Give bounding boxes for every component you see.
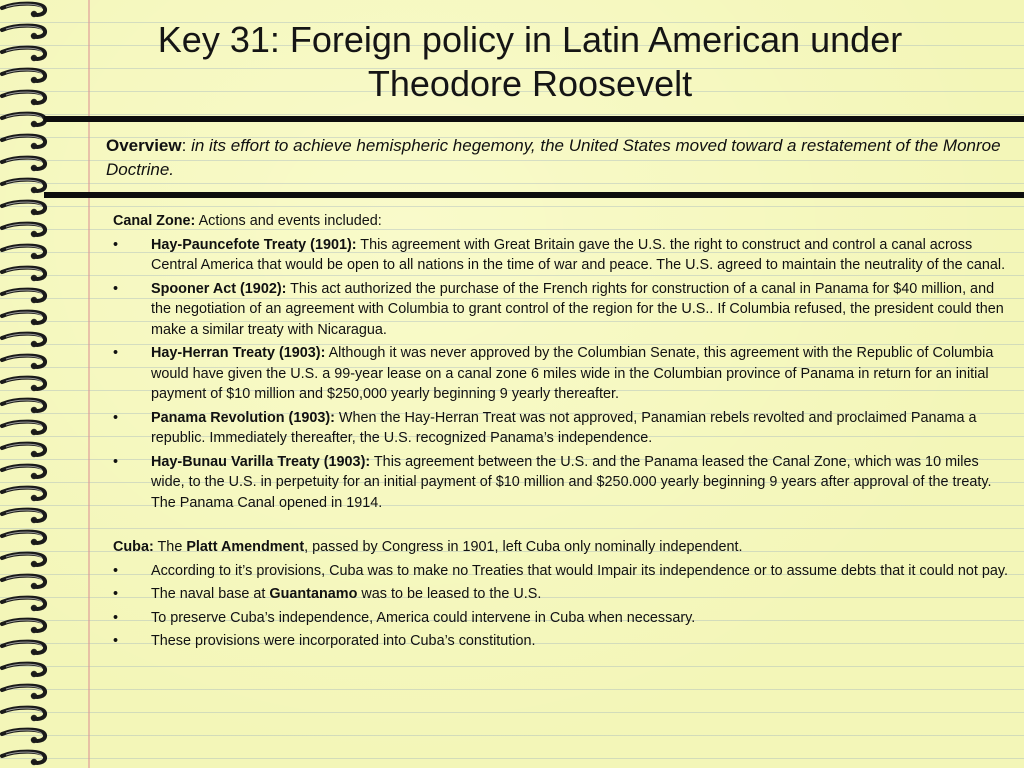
overview-label: Overview — [106, 136, 182, 155]
bullet-icon: • — [113, 453, 119, 470]
cuba-label: Cuba: — [113, 539, 154, 555]
item-label: Spooner Act (1902): — [151, 280, 287, 297]
list-item — [113, 584, 1013, 605]
canal-zone-intro: Actions and events included: — [195, 213, 382, 229]
item-text: Although it was never approved by the Columbian Senate, this agreement with the Republic of Columbia would have given the U.S. a 99-year lease on a canal zone 6 miles wide in the Columbian province of Panama in return for an initial payment of $10 million and $250,000 yearly beginning 9 yearly thereafter. — [151, 345, 994, 402]
item-label: Hay-Pauncefote Treaty (1901): — [151, 236, 357, 253]
item-text: When the Hay-Herran Treat was not approved, Panamian rebels revolted and proclaimed Panama a republic. Immediately thereafter, the U.S. recognized Panama’s independence. — [151, 409, 977, 446]
main-content — [113, 211, 1013, 655]
bullet-icon: • — [113, 345, 119, 361]
list-item — [113, 235, 1013, 276]
overview-paragraph — [106, 134, 1024, 182]
item-text: To preserve Cuba’s independence, America could intervene in Cuba when necessary. — [151, 609, 696, 626]
overview-text: in its effort to achieve hemispheric hegemony, the United States moved toward a restatement of the Monroe Doctrine. — [106, 136, 1001, 179]
bullet-icon: • — [113, 409, 119, 426]
list-item — [113, 452, 1013, 514]
divider-bottom — [44, 192, 1024, 198]
bullet-icon: • — [113, 236, 119, 253]
bullet-icon: • — [113, 633, 119, 649]
item-text: This agreement with Great Britain gave the U.S. the right to construct and control a canal across Central America that would be open to all nations in the time of war and peace. The U.S. agreed to maintain the neutrality of the canal. — [151, 236, 1006, 273]
item-text: According to it’s provisions, Cuba was to make no Treaties that would Impair its independence or to assume debts that it could not pay. — [151, 562, 1008, 579]
canal-zone-heading — [113, 211, 1013, 232]
item-text: These provisions were incorporated into Cuba’s constitution. — [151, 633, 536, 649]
platt-amendment-label: Platt Amendment — [186, 539, 305, 555]
list-item — [113, 408, 1013, 449]
cuba-heading — [113, 537, 1013, 558]
item-label: Hay-Bunau Varilla Treaty (1903): — [151, 453, 371, 470]
bullet-icon: • — [113, 280, 119, 297]
canal-zone-list — [113, 235, 1013, 514]
page-title: Key 31: Foreign policy in Latin American under Theodore Roosevelt — [157, 19, 903, 104]
list-item — [113, 608, 1013, 629]
divider-top — [44, 116, 1024, 122]
item-label: Hay-Herran Treaty (1903): — [151, 345, 326, 361]
cuba-intro-post: , passed by Congress in 1901, left Cuba only nominally independent. — [304, 539, 743, 555]
bullet-icon: • — [113, 586, 119, 602]
item-text-pre: The naval base at — [151, 586, 270, 602]
list-item — [113, 631, 1013, 652]
guantanamo-label: Guantanamo — [269, 586, 358, 602]
item-text: This agreement between the U.S. and the Panama leased the Canal Zone, which was 10 miles wide, to the U.S. in perpetuity for an initial payment of $10 million and $250.000 yearly beginning 9 years after approval of the treaty. The Panama Canal opened in 1914. — [151, 453, 992, 511]
list-item — [113, 343, 1013, 405]
bullet-icon: • — [113, 562, 119, 579]
item-text: This act authorized the purchase of the French rights for construction of a canal in Panama for $40 million, and the negotiation of an agreement with Columbia to grant control of the region for the U.S.. If Columbia refused, the president could then make a similar treaty with Nicaragua. — [151, 280, 1004, 338]
cuba-list — [113, 561, 1013, 652]
list-item — [113, 279, 1013, 341]
item-text-post: was to be leased to the U.S. — [357, 586, 542, 602]
overview-separator: : — [181, 136, 187, 155]
canal-zone-label: Canal Zone: — [113, 213, 196, 229]
cuba-intro-pre: The — [153, 539, 187, 555]
bullet-icon: • — [113, 609, 119, 626]
item-label: Panama Revolution (1903): — [151, 409, 335, 426]
list-item — [113, 561, 1013, 582]
